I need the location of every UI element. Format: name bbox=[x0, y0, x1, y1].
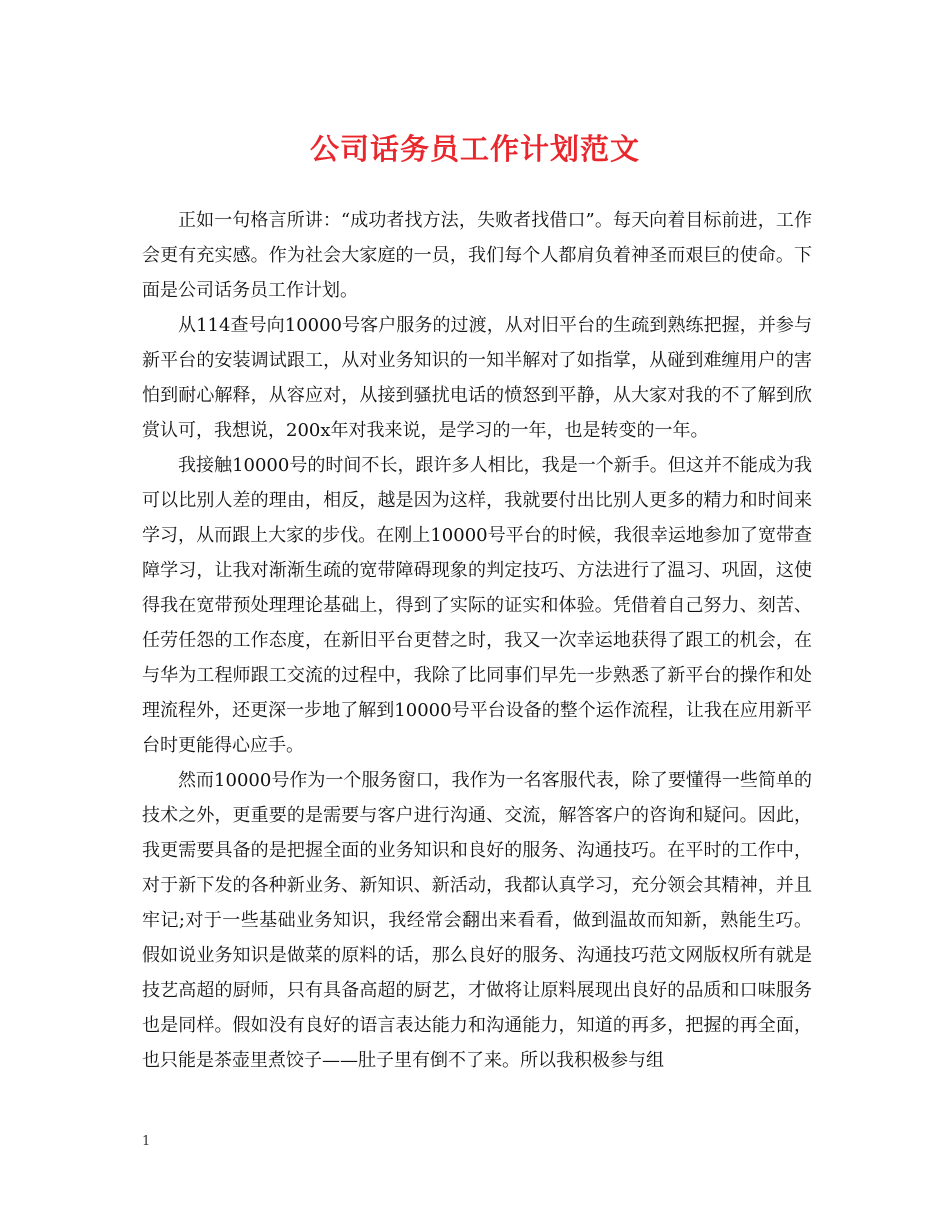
paragraph: 正如一句格言所讲：“成功者找方法，失败者找借口”。每天向着目标前进，工作会更有充实感。作为社会大家庭的一员，我们每个人都肩负着神圣而艰巨的使命。下面是公司话务员工作计划。 bbox=[142, 210, 812, 301]
paragraph: 从114查号向10000号客户服务的过渡，从对旧平台的生疏到熟练把握，并参与新平台的安装调试跟工，从对业务知识的一知半解对了如指掌，从碰到难缠用户的害怕到耐心解释，从容应对，从接到骚扰电话的愤怒到平静，从大家对我的不了解到欣赏认可，我想说，200x年对我来说，是学习的一年，也是转变的一年。 bbox=[142, 315, 812, 441]
paragraph: 我接触10000号的时间不长，跟许多人相比，我是一个新手。但这并不能成为我可以比别人差的理由，相反，越是因为这样，我就要付出比别人更多的精力和时间来学习，从而跟上大家的步伐。在刚上10000号平台的时候，我很幸运地参加了宽带查障学习，让我对渐渐生疏的宽带障碍现象的判定技巧、方法进行了温习、巩固，这使得我在宽带预处理理论基础上，得到了实际的证实和体验。凭借着自己努力、刻苦、任劳任怨的工作态度，在新旧平台更替之时，我又一次幸运地获得了跟工的机会，在与华为工程师跟工交流的过程中，我除了比同事们早先一步熟悉了新平台的操作和处理流程外，还更深一步地了解到10000号平台设备的整个运作流程，让我在应用新平台时更能得心应手。 bbox=[142, 455, 812, 756]
page-number: 1 bbox=[142, 1134, 151, 1149]
paragraph: 然而10000号作为一个服务窗口，我作为一名客服代表，除了要懂得一些简单的技术之外，更重要的是需要与客户进行沟通、交流，解答客户的咨询和疑问。因此，我更需要具备的是把握全面的业务知识和良好的服务、沟通技巧。在平时的工作中，对于新下发的各种新业务、新知识、新活动，我都认真学习，充分领会其精神，并且牢记;对于一些基础业务知识，我经常会翻出来看看，做到温故而知新，熟能生巧。假如说业务知识是做菜的原料的话，那么良好的服务、沟通技巧范文网版权所有就是技艺高超的厨师，只有具备高超的厨艺，才做将让原料展现出良好的品质和口味服务也是同样。假如没有良好的语言表达能力和沟通能力，知道的再多，把握的再全面，也只能是茶壶里煮饺子——肚子里有倒不了来。所以我积极参与组 bbox=[142, 770, 812, 1071]
document-body bbox=[142, 203, 812, 1078]
page-title: 公司话务员工作计划范文 bbox=[309, 132, 640, 166]
